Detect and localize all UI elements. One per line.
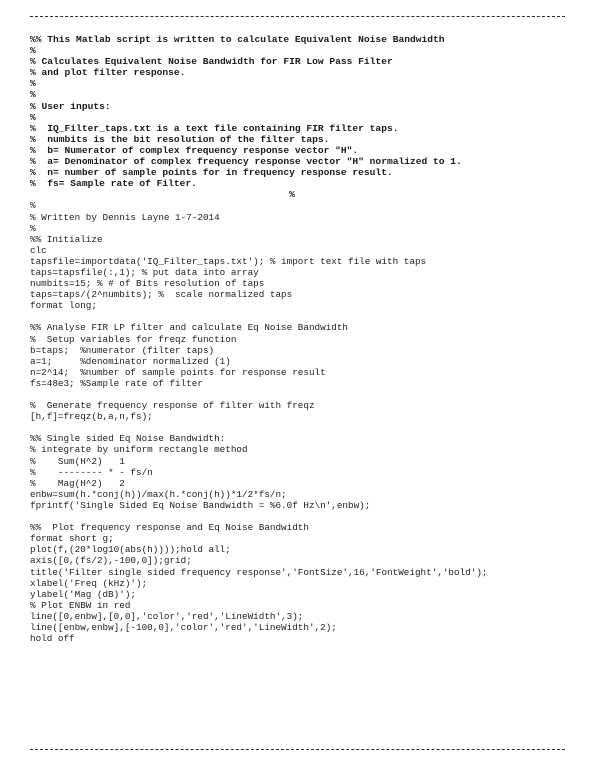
code-line: %% Initialize (30, 233, 103, 245)
code-line: [h,f]=freqz(b,a,n,fs); (30, 411, 153, 423)
code-line: clc (30, 244, 47, 256)
code-line: % Plot ENBW in red (30, 599, 131, 611)
bottom-dashed-rule (30, 749, 565, 750)
code-line: taps=taps/(2^numbits); % scale normalized taps (30, 289, 293, 301)
code-line: fs=48e3; %Sample rate of filter (30, 377, 203, 389)
blank-line (30, 311, 585, 322)
code-line: tapsfile=importdata('IQ_Filter_taps.txt'); % import text file with taps (30, 255, 427, 267)
code-line: plot(f,(20*log10(abs(h))));hold all; (30, 544, 231, 556)
header-comment-line: % fs= Sample rate of Filter. (30, 178, 197, 190)
header-comment-line: % (30, 189, 295, 201)
header-comment-line: % n= number of sample points for in frequency response result. (30, 167, 393, 179)
blank-line (30, 422, 585, 433)
code-line: b=taps; %numerator (filter taps) (30, 344, 215, 356)
code-line: %% Analyse FIR LP filter and calculate Eq Noise Bandwidth (30, 322, 349, 334)
header-comment-line: % (30, 78, 36, 90)
code-line: % (30, 222, 36, 234)
header-comment-line: % (30, 89, 36, 101)
code-line: %% Plot frequency response and Eq Noise Bandwidth (30, 522, 309, 534)
code-line: % Setup variables for freqz function (30, 333, 237, 345)
code-line: % -------- * - fs/n (30, 466, 153, 478)
code-line: % Sum(H^2) 1 (30, 455, 125, 467)
header-comment-line: % and plot filter response. (30, 67, 186, 79)
code-line: hold off (30, 633, 75, 645)
code-line: title('Filter single sided frequency response','FontSize',16,'FontWeight','bold'); (30, 566, 488, 578)
matlab-code-listing (30, 34, 585, 644)
code-line: fprintf('Single Sided Eq Noise Bandwidth = %6.0f Hz\n',enbw); (30, 499, 371, 511)
code-line: numbits=15; % # of Bits resolution of taps (30, 278, 265, 290)
code-line: line([enbw,enbw],[-100,0],'color','red','LineWidth',2); (30, 621, 337, 633)
code-line: format short g; (30, 533, 114, 545)
header-comment-line: % Calculates Equivalent Noise Bandwidth for FIR Low Pass Filter (30, 56, 393, 68)
blank-line (30, 511, 585, 522)
code-line: ylabel('Mag (dB)'); (30, 588, 137, 600)
code-line: line([0,enbw],[0,0],'color','red','LineWidth',3); (30, 610, 304, 622)
code-line: % Generate frequency response of filter with freqz (30, 400, 315, 412)
code-line: enbw=sum(h.*conj(h))/max(h.*conj(h))*1/2*fs/n; (30, 488, 287, 500)
code-line: n=2^14; %number of sample points for response result (30, 366, 326, 378)
code-line: % Written by Dennis Layne 1-7-2014 (30, 211, 220, 223)
code-line: axis([0,(fs/2),-100,0]);grid; (30, 555, 192, 567)
header-comment-line: % b= Numerator of complex frequency response vector "H". (30, 144, 359, 156)
header-comment-line: % IQ_Filter_taps.txt is a text file containing FIR filter taps. (30, 122, 399, 134)
code-line: a=1; %denominator normalized (1) (30, 355, 231, 367)
header-comment-line: % a= Denominator of complex frequency response vector "H" normalized to 1. (30, 156, 462, 168)
header-comment-line: % (30, 111, 36, 123)
code-line: xlabel('Freq (kHz)'); (30, 577, 148, 589)
code-line: % (30, 200, 36, 212)
header-comment-line: % numbits is the bit resolution of the filter taps. (30, 133, 330, 145)
blank-line (30, 389, 585, 400)
code-line: % Mag(H^2) 2 (30, 477, 125, 489)
code-line: % integrate by uniform rectangle method (30, 444, 248, 456)
header-comment-line: % (30, 45, 36, 57)
code-line: %% Single sided Eq Noise Bandwidth: (30, 433, 226, 445)
header-comment-line: %% This Matlab script is written to calculate Equivalent Noise Bandwidth (30, 34, 445, 45)
code-line: format long; (30, 300, 97, 312)
top-dashed-rule (30, 16, 565, 17)
header-comment-line: % User inputs: (30, 100, 111, 112)
code-line: taps=tapsfile(:,1); % put data into array (30, 266, 259, 278)
